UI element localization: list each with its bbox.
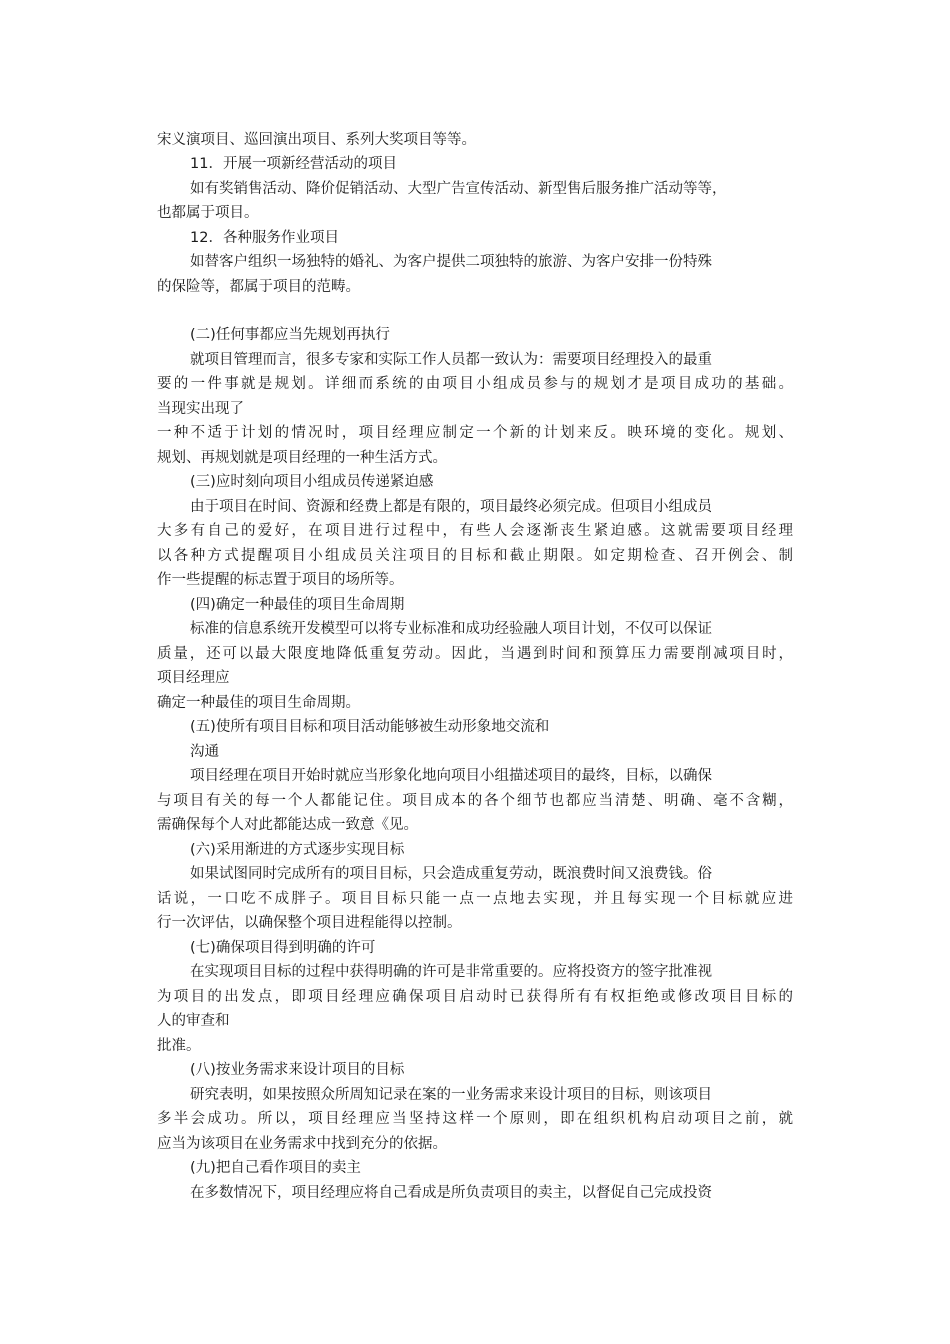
section-heading: (二)任何事都应当先规划再执行 xyxy=(190,327,390,343)
section-heading: (五)使所有项目目标和项目活动能够被生动形象地交流和 xyxy=(190,719,550,735)
text-line: 在多数情况下，项目经理应将自己看成是所负责项目的卖主，以督促自己完成投资 xyxy=(190,1185,712,1201)
text-line: 的保险等，都属于项目的范畴。 xyxy=(157,279,360,295)
section-heading: (九)把自己看作项目的卖主 xyxy=(190,1160,361,1176)
text-line: 研究表明，如果按照众所周知记录在案的一业务需求来设计项目的目标，则该项目 xyxy=(190,1087,712,1103)
text-line: 在实现项目目标的过程中获得明确的许可是非常重要的。应将投资方的签字批准视 xyxy=(190,964,712,980)
text-line: 人的审查和 xyxy=(157,1013,230,1029)
section-heading: (八)按业务需求来设计项目的目标 xyxy=(190,1062,405,1078)
text-line: 如替客户组织一场独特的婚礼、为客户提供二项独特的旅游、为客户安排一份特殊 xyxy=(190,254,712,270)
text-line: 需确保每个人对此都能达成一致意《见。 xyxy=(157,817,418,833)
text-line: 项目经理应 xyxy=(157,670,230,686)
text-line: 就项目管理而言，很多专家和实际工作人员都一致认为：需要项目经理投入的最重 xyxy=(190,352,712,368)
text-line: 标准的信息系统开发模型可以将专业标准和成功经验融人项目计划，不仅可以保证 xyxy=(190,621,712,637)
text-line: 与项目有关的每一个人都能记住。项目成本的各个细节也都应当清楚、明确、毫不含糊， xyxy=(157,793,793,809)
text-line: 确定一种最佳的项目生命周期。 xyxy=(157,695,360,711)
section-heading: (六)采用渐进的方式逐步实现目标 xyxy=(190,842,405,858)
section-heading: (三)应时刻向项目小组成员传递紧迫感 xyxy=(190,474,434,490)
text-line: 要的一件事就是规划。详细而系统的由项目小组成员参与的规划才是项目成功的基础。 xyxy=(157,376,793,392)
text-line: 宋义演项目、巡回演出项目、系列大奖项目等等。 xyxy=(157,132,476,148)
section-heading: (七)确保项目得到明确的许可 xyxy=(190,940,376,956)
text-line: 大多有自己的爱好，在项目进行过程中，有些人会逐渐丧生紧迫感。这就需要项目经理 xyxy=(157,523,793,539)
text-line: 话说，一口吃不成胖子。项目目标只能一点一点地去实现，并且每实现一个目标就应进 xyxy=(157,891,793,907)
text-line: 批准。 xyxy=(157,1038,201,1054)
numbered-heading: 11．开展一项新经营活动的项目 xyxy=(190,156,397,172)
text-line: 作一些提醒的标志置于项目的场所等。 xyxy=(157,572,404,588)
text-line: 多半会成功。所以，项目经理应当坚持这样一个原则，即在组织机构启动项目之前，就 xyxy=(157,1111,793,1127)
text-line: 应当为该项目在业务需求中找到充分的依据。 xyxy=(157,1136,447,1152)
text-line: 当现实出现了 xyxy=(157,401,244,417)
section-heading: (四)确定一种最佳的项目生命周期 xyxy=(190,597,405,613)
section-heading: 沟通 xyxy=(190,744,219,760)
text-line: 行一次评估，以确保整个项目进程能得以控制。 xyxy=(157,915,462,931)
text-line: 以各种方式提醒项目小组成员关注项目的目标和截止期限。如定期检查、召开例会、制 xyxy=(157,548,793,564)
text-line: 规划、再规划就是项目经理的一种生活方式。 xyxy=(157,450,447,466)
text-line: 如有奖销售活动、降价促销活动、大型广告宣传活动、新型售后服务推广活动等等， xyxy=(190,181,727,197)
text-line: 也都属于项目。 xyxy=(157,205,259,221)
numbered-heading: 12．各种服务作业项目 xyxy=(190,230,339,246)
text-line: 质量，还可以最大限度地降低重复劳动。因此，当遇到时间和预算压力需要削减项目时， xyxy=(157,646,793,662)
text-line: 如果试图同时完成所有的项目目标，只会造成重复劳动，既浪费时间又浪费钱。俗 xyxy=(190,866,712,882)
text-line: 为项目的出发点，即项目经理应确保项目启动时已获得所有有权拒绝或修改项目目标的 xyxy=(157,989,793,1005)
text-line: 由于项目在时间、资源和经费上都是有限的，项目最终必须完成。但项目小组成员 xyxy=(190,499,712,515)
text-line: 一种不适于计划的情况时，项目经理应制定一个新的计划来反。映环境的变化。规划、 xyxy=(157,425,793,441)
text-line: 项目经理在项目开始时就应当形象化地向项目小组描述项目的最终，目标，以确保 xyxy=(190,768,712,784)
